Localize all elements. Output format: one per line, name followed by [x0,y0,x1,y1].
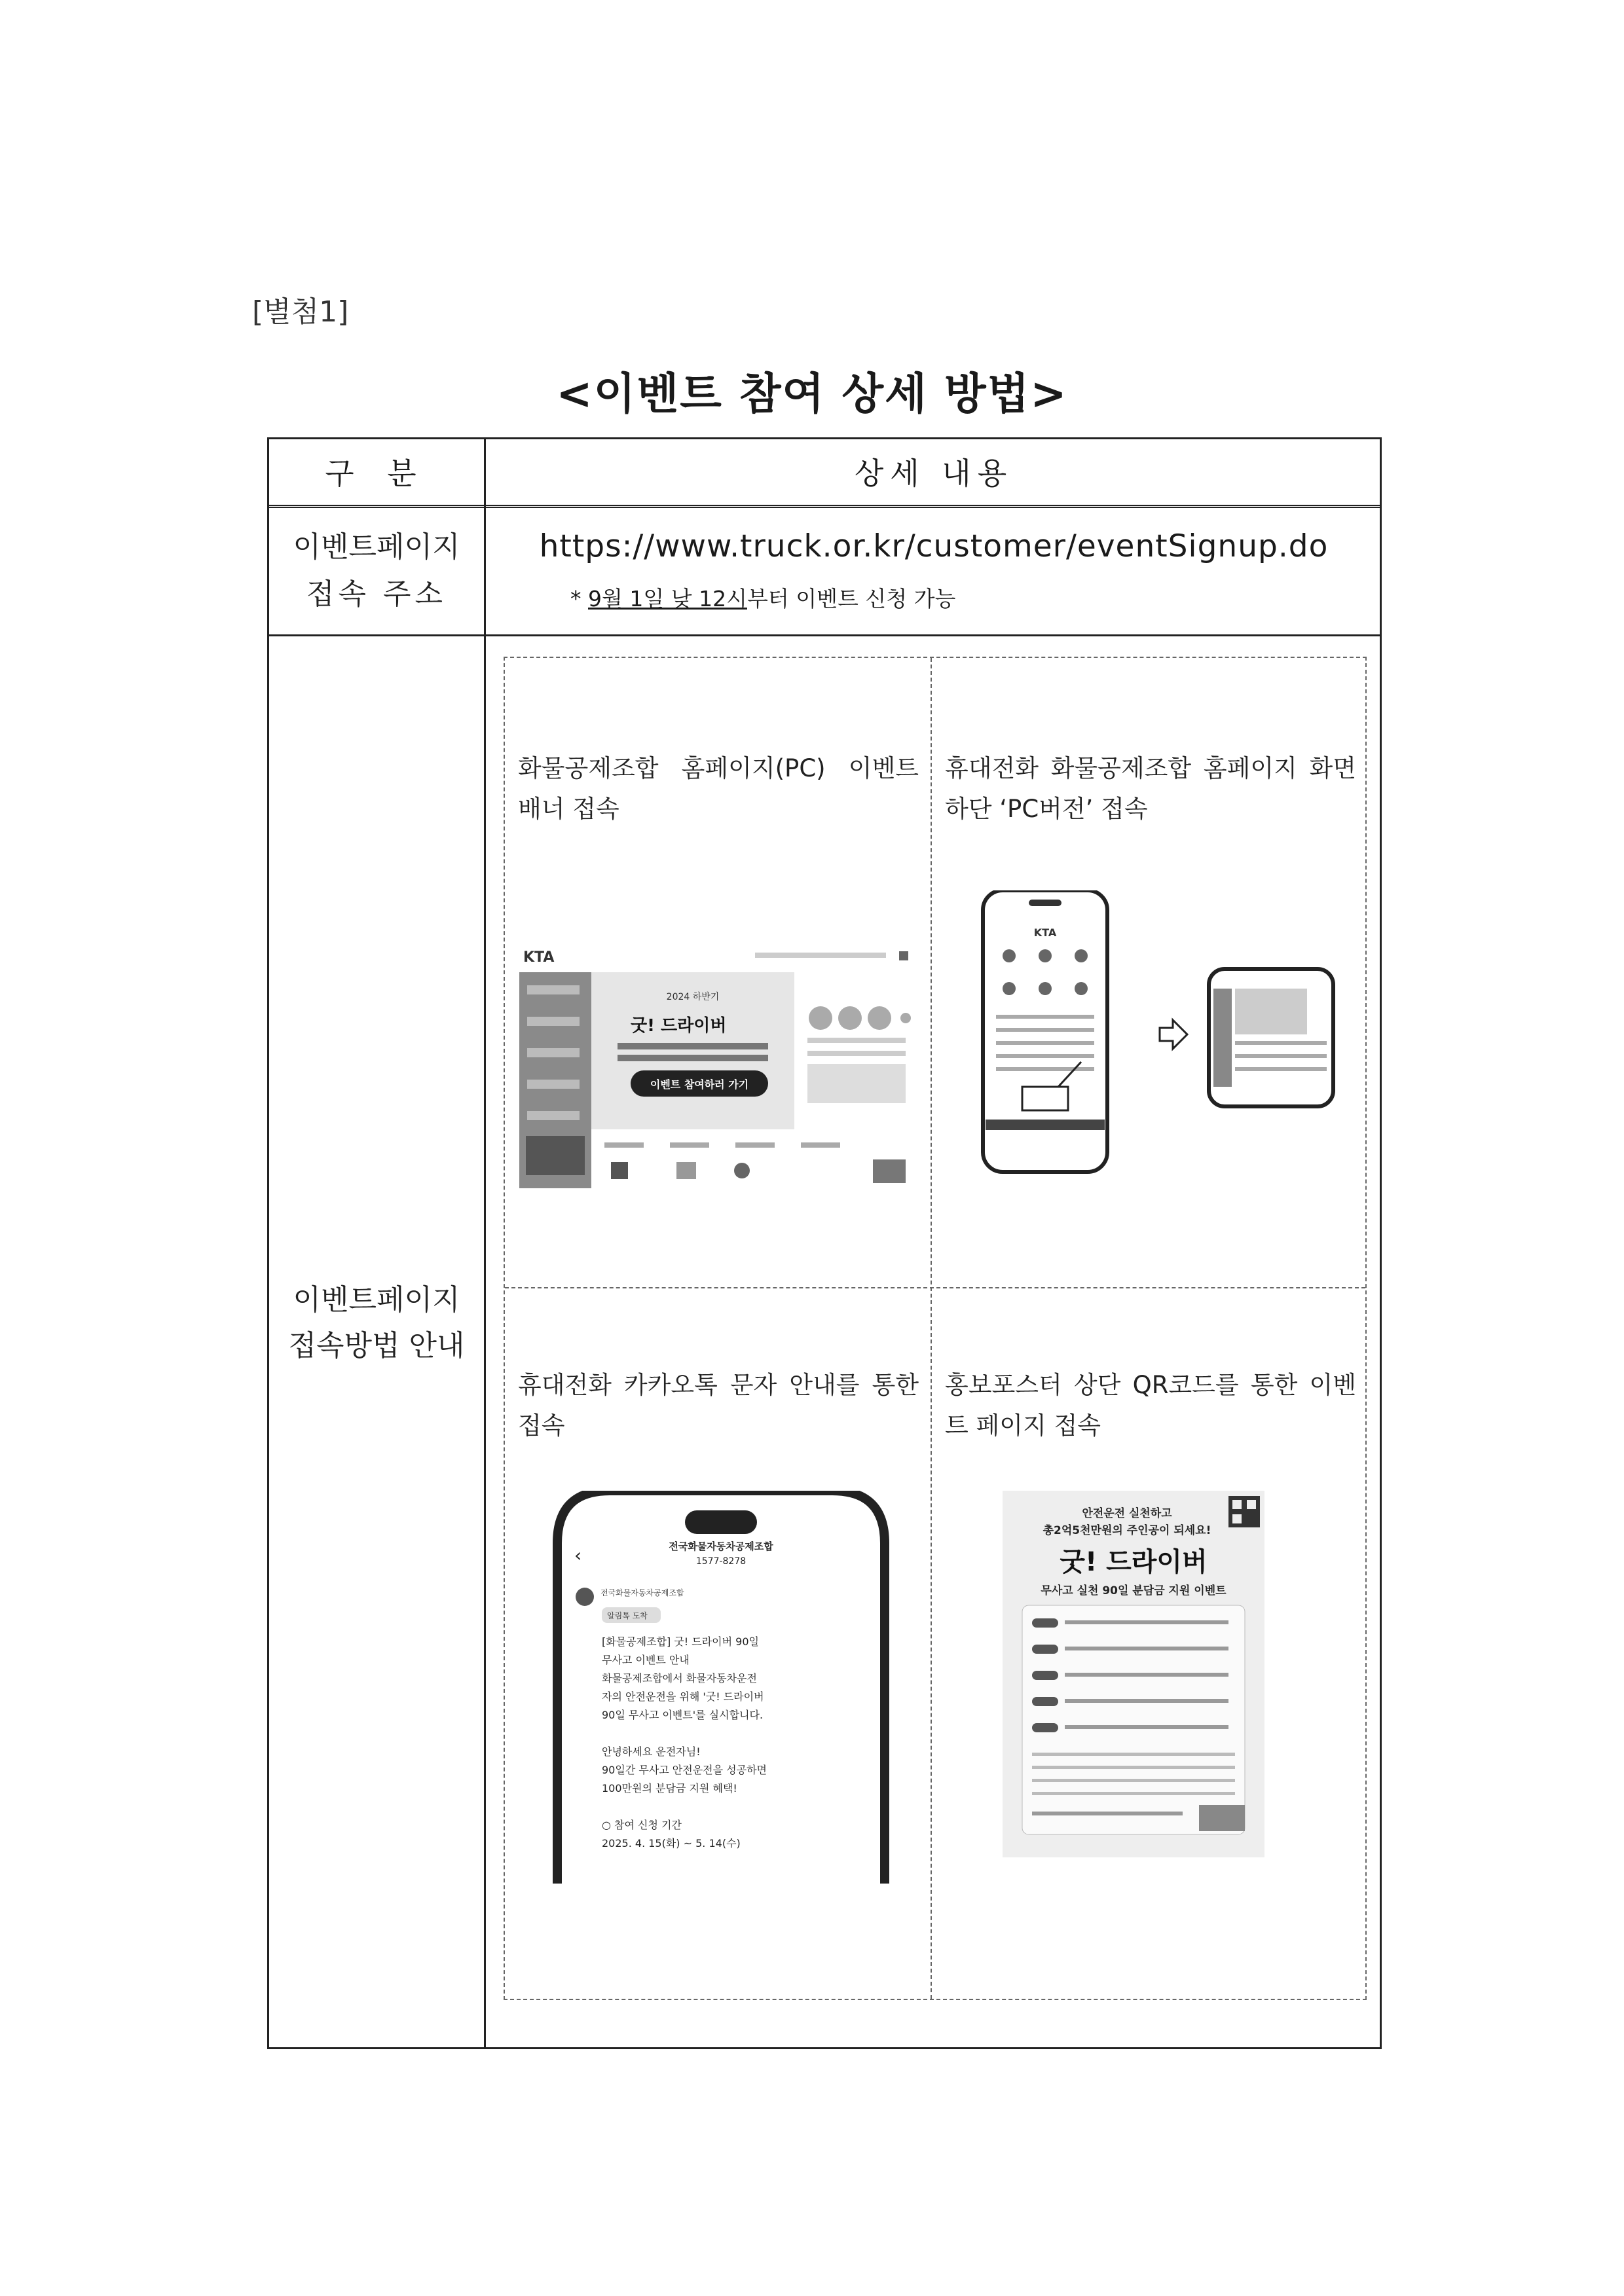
grid-horizontal-divider [505,1287,1365,1288]
pc-banner-brand: 굿! 드라이버 [631,1016,727,1036]
kakaotalk-message-screenshot [544,1491,898,1884]
kakao-message-line: 90일간 무사고 안전운전을 성공하면 [602,1764,767,1776]
pc-homepage-screenshot [519,939,912,1188]
kakao-message-line: [화물공제조합] 굿! 드라이버 90일 [602,1635,759,1648]
category-column [269,439,486,2047]
event-note [570,582,955,613]
kakao-message-line: 자의 안전운전을 위해 '굿! 드라이버 [602,1690,764,1703]
poster-top1: 안전운전 실천하고 [1082,1507,1172,1520]
method-caption-pc: 화물공제조합 홈페이지(PC) 이벤트 배너 접속 [518,754,919,823]
kakao-message-line: 90일 무사고 이벤트'를 실시합니다. [602,1709,764,1721]
kakao-message-line: 화물공제조합에서 화물자동차운전 [602,1672,757,1685]
method-caption-kakao: 휴대전화 카카오톡 문자 안내를 통한 접속 [518,1371,919,1440]
note-suffix: 부터 이벤트 신청 가능 [747,586,956,611]
pc-banner-line1: 2024 하반기 [666,992,720,1002]
methods-grid [504,657,1367,2000]
row2-label-line2: 접속방법 안내 [288,1329,465,1362]
page-title: <이벤트 참여 상세 방법> [556,369,1068,419]
note-prefix: * [570,586,588,611]
kakao-message-line: ○ 참여 신청 기간 [602,1819,682,1831]
kakao-message-line: 2025. 4. 15(화) ~ 5. 14(수) [602,1837,741,1850]
method-caption-mobile: 휴대전화 화물공제조합 홈페이지 화면 하단 ‘PC버전’ 접속 [945,754,1356,823]
poster-top2: 총2억5천만원의 주인공이 되세요! [1043,1524,1211,1537]
kakao-message-line: 안녕하세요 운전자님! [602,1745,701,1758]
pc-banner-button: 이벤트 참여하러 가기 [650,1078,749,1091]
row1-divider [269,634,1380,636]
svg-text:‹: ‹ [574,1544,582,1566]
kakao-message-line: 무사고 이벤트 안내 [602,1654,690,1666]
kakao-channel: 전국화물자동차공제조합 [669,1540,773,1552]
header-category: 구 분 [325,456,428,491]
header-divider [269,505,1380,508]
kakao-message-line: 100만원의 분담금 지원 혜택! [602,1782,737,1795]
grid-vertical-divider [931,658,932,1999]
kakao-tag: 알림톡 도착 [607,1611,648,1620]
kakao-sender: 전국화물자동차공제조합 [600,1588,684,1597]
event-url[interactable]: https://www.truck.or.kr/customer/eventSignup.do [539,528,1329,564]
pc-logo: KTA [523,949,555,966]
row2-label-line1: 이벤트페이지 [293,1283,460,1317]
kakao-phone: 1577-8278 [695,1556,747,1567]
poster-qr-screenshot [1003,1491,1264,1857]
poster-sub: 무사고 실천 90일 분담금 지원 이벤트 [1041,1584,1227,1597]
note-date: 9월 1일 낮 12시 [588,586,747,611]
mobile-pc-version-screenshot [976,890,1343,1178]
attachment-label: [별첨1] [252,295,349,329]
mobile-logo: KTA [1033,926,1057,939]
row1-label-line1: 이벤트페이지 [293,530,460,564]
method-table [267,437,1382,2049]
header-details: 상세 내용 [854,456,1014,491]
poster-brand: 굿! 드라이버 [1060,1547,1208,1577]
method-caption-poster: 홍보포스터 상단 QR코드를 통한 이벤트 페이지 접속 [945,1371,1356,1440]
row1-label-line2: 접속 주소 [306,577,447,611]
